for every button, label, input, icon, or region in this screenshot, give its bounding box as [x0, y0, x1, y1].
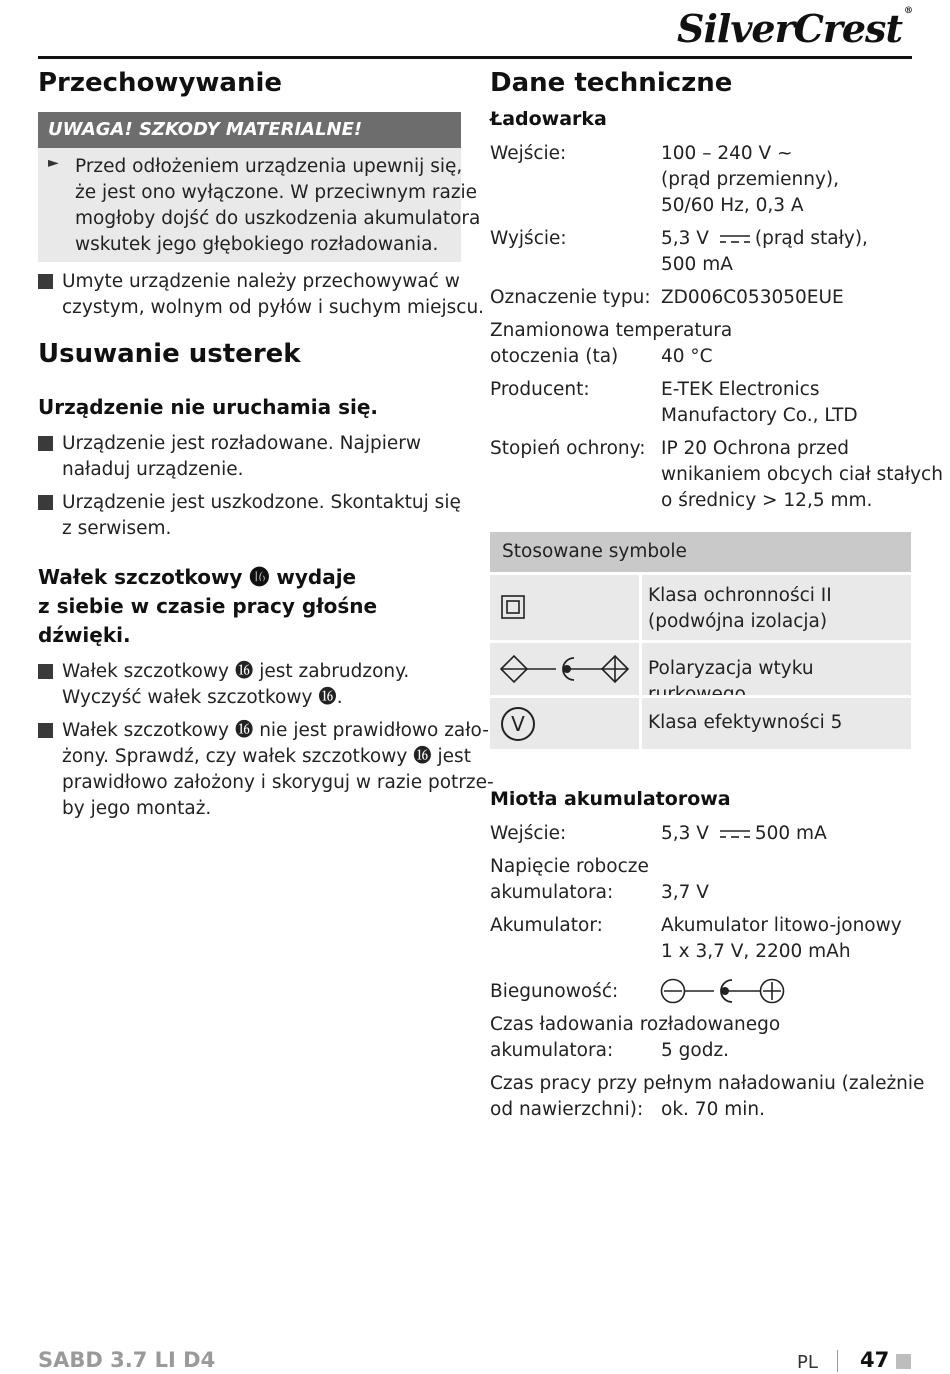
- dc-symbol-icon: [719, 828, 751, 840]
- charger-title: Ładowarka: [490, 108, 607, 130]
- symbol-row-class-ii: [490, 575, 911, 640]
- square-bullet-icon: [38, 495, 53, 510]
- table-divider: [639, 698, 642, 749]
- square-bullet-icon: [38, 274, 53, 289]
- efficiency-v-icon: [500, 706, 536, 742]
- symbols-table-header: Stosowane symbole: [490, 532, 911, 572]
- issue-2-bullet-2: Wałek szczotkowy ⓰ nie jest prawidłowo zało- żony. Sprawdź, czy wałek szczotkowy ⓰ jest prawidłowo założony i skoryguj w razie potrze- by jego montaż.: [62, 720, 494, 819]
- symbol-text: Klasa efektywności 5: [648, 712, 843, 733]
- warning-header: UWAGA! SZKODY MATERIALNE!: [38, 112, 461, 148]
- polarity-icon: [500, 654, 630, 684]
- dc-symbol-icon: [719, 233, 751, 245]
- table-divider: [639, 643, 642, 695]
- footer-model: SABD 3.7 LI D4: [38, 1348, 216, 1372]
- issue-1-bullet-1: Urządzenie jest rozładowane. Najpierw naładuj urządzenie.: [62, 433, 421, 480]
- class-ii-icon: [501, 595, 525, 619]
- broom-title: Miotła akumulatorowa: [490, 788, 731, 810]
- square-bullet-icon: [38, 664, 53, 679]
- symbol-row-efficiency: [490, 698, 911, 749]
- footer-square-icon: [896, 1354, 911, 1369]
- footer-language: PL: [797, 1352, 818, 1373]
- tech-data-title: Dane techniczne: [490, 68, 733, 98]
- troubleshooting-title: Usuwanie usterek: [38, 339, 301, 369]
- issue-2-title: Wałek szczotkowy ⓰ wydaje z siebie w czasie pracy głośne dźwięki.: [38, 565, 378, 647]
- warning-text: Przed odłożeniem urządzenia upewnij się, że jest ono wyłączone. W przeciwnym razie mogłoby dojść do uszkodzenia akumulatora wskutek jego głębokiego rozładowania.: [75, 156, 481, 255]
- issue-2-bullet-1: Wałek szczotkowy ⓰ jest zabrudzony. Wyczyść wałek szczotkowy ⓰.: [62, 661, 410, 708]
- square-bullet-icon: [38, 723, 53, 738]
- footer-divider: [837, 1350, 838, 1372]
- storage-title: Przechowywanie: [38, 68, 283, 98]
- polarity-icon: [660, 976, 786, 1006]
- table-divider: [639, 575, 642, 640]
- issue-1-title: Urządzenie nie uruchamia się.: [38, 395, 379, 419]
- square-bullet-icon: [38, 436, 53, 451]
- brand-logo: SilverCrest ®: [677, 6, 912, 51]
- symbol-row-polarity: [490, 643, 911, 695]
- header-rule: [38, 56, 912, 59]
- svg-text:V: V: [511, 712, 525, 736]
- issue-1-bullet-2: Urządzenie jest uszkodzone. Skontaktuj się z serwisem.: [62, 492, 461, 539]
- arrow-bullet-icon: ►: [48, 155, 59, 171]
- symbol-text: Klasa ochronności II (podwójna izolacja): [648, 585, 832, 632]
- page-number: 47: [860, 1348, 890, 1372]
- storage-bullet: Umyte urządzenie należy przechowywać w czystym, wolnym od pyłów i suchym miejscu.: [62, 271, 485, 318]
- symbol-text: Polaryzacja wtyku: [648, 658, 814, 679]
